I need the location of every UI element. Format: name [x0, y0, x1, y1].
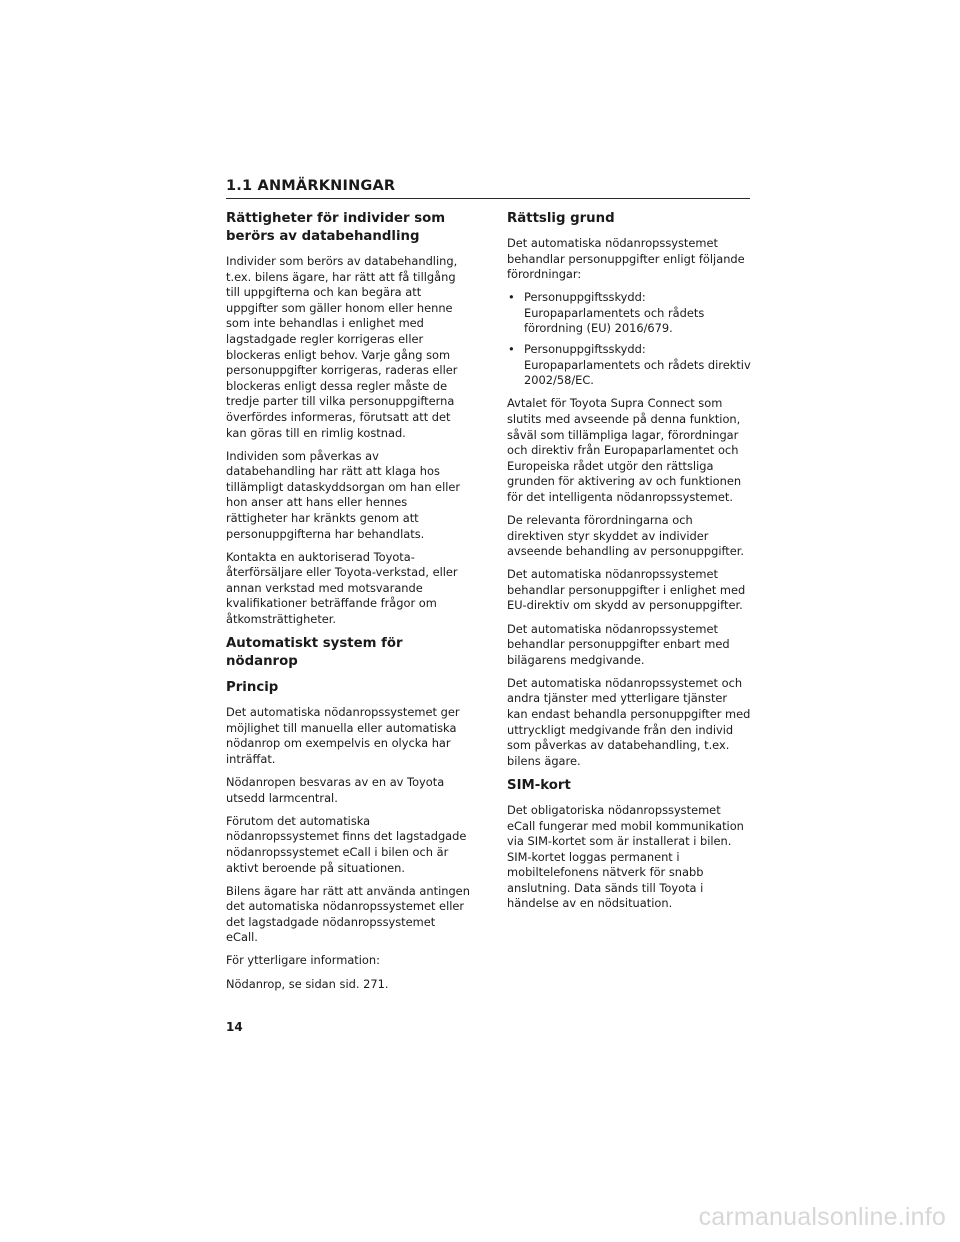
left-column: [226, 210, 470, 1000]
section-header: [226, 178, 750, 199]
right-column: [507, 210, 751, 920]
heading-sim-card: SIM-kort: [507, 777, 571, 793]
paragraph: Avtalet för Toyota Supra Connect som slutits med avseende på denna funktion, såväl som tillämpliga lagar, förordningar och direktiv från Europaparlamentet och Europeiska rådet utgör den rättsliga grunden för aktivering av och funktionen för det intelligenta nödanropssystemet.: [507, 396, 742, 504]
heading-legal-basis: Rättslig grund: [507, 211, 615, 226]
watermark: carmanualsonline.info: [698, 1203, 946, 1231]
paragraph: Det automatiska nödanropssystemet behandlar personuppgifter i enlighet med EU-direktiv om skydd av personuppgifter.: [507, 567, 746, 613]
paragraph: För ytterligare information:: [226, 953, 380, 968]
regulation-list: [507, 290, 751, 389]
paragraph: Individen som påverkas av databehandling har rätt att klaga hos tillämpligt dataskyddsorgan om han eller hon anser att hans eller hennes rättigheter har kränkts genom att personuppgifterna har behandlats.: [226, 448, 461, 541]
paragraph: Det automatiska nödanropssystemet och andra tjänster med ytterligare tjänster kan endast behandla personuppgifter med uttryckligt medgivande från den individ som påverkas av databehandling, t.ex. bilens ägare.: [507, 675, 751, 768]
heading-principle: Princip: [226, 680, 279, 696]
paragraph: Förutom det automatiska nödanropssystemet finns det lagstadgade nödanropssystemet eCall i bilen och är aktivt beroende på situationen.: [226, 813, 467, 875]
heading-emergency-system: Automatiskt system för nödanrop: [226, 636, 403, 670]
page-number: 14: [226, 1020, 243, 1034]
paragraph: Det obligatoriska nödanropssystemet eCall fungerar med mobil kommunikation via SIM-kortet som är installerat i bilen. SIM-kortet loggas permanent i mobiltelefonens nätverk för snabb anslutning. Data sänds till Toyota i händelse av en nödsituation.: [507, 802, 744, 911]
paragraph: Bilens ägare har rätt att använda antingen det automatiska nödanropssystemet eller det lagstadgade nödanropssystemet eCall.: [226, 883, 470, 945]
page-reference: Nödanrop, se sidan sid. 271.: [226, 976, 389, 991]
paragraph: Det automatiska nödanropssystemet behandlar personuppgifter enbart med bilägarens medgivande.: [507, 621, 730, 667]
section-title: 1.1 ANMÄRKNINGAR: [226, 178, 396, 194]
heading-rights: Rättigheter för individer som berörs av databehandling: [226, 211, 446, 244]
paragraph: Det automatiska nödanropssystemet behandlar personuppgifter enligt följande förordningar:: [507, 236, 745, 282]
paragraph: Nödanropen besvaras av en av Toyota utsedd larmcentral.: [226, 775, 445, 805]
list-item: • Personuppgiftsskydd: Europaparlamentets och rådets direktiv 2002/58/EC.: [507, 342, 751, 389]
paragraph: Kontakta en auktoriserad Toyota-återförsäljare eller Toyota-verkstad, eller annan verkstad med motsvarande kvalifikationer beträffande frågor om åtkomsträttigheter.: [226, 549, 458, 627]
paragraph: De relevanta förordningarna och direktiven styr skyddet av individer avseende behandling av personuppgifter.: [507, 513, 745, 559]
paragraph: Individer som berörs av databehandling, t.ex. bilens ägare, har rätt att få tillgång till uppgifterna och kan begära att uppgifter som gäller honom eller henne som inte behandlas i enlighet med lagstadgade regler korrigeras eller blockeras enligt behov. Varje gång som personuppgifter korrigeras, raderas eller blockeras enligt dessa regler måste de tredje parter till vilka personuppgifterna överfördes informeras, förutsatt att det kan göras till en rimlig kostnad.: [226, 254, 458, 440]
paragraph: Det automatiska nödanropssystemet ger möjlighet till manuella eller automatiska nödanrop om exempelvis en olycka har inträffat.: [226, 705, 460, 766]
list-item: • Personuppgiftsskydd: Europaparlamentets och rådets förordning (EU) 2016/679.: [507, 290, 751, 337]
